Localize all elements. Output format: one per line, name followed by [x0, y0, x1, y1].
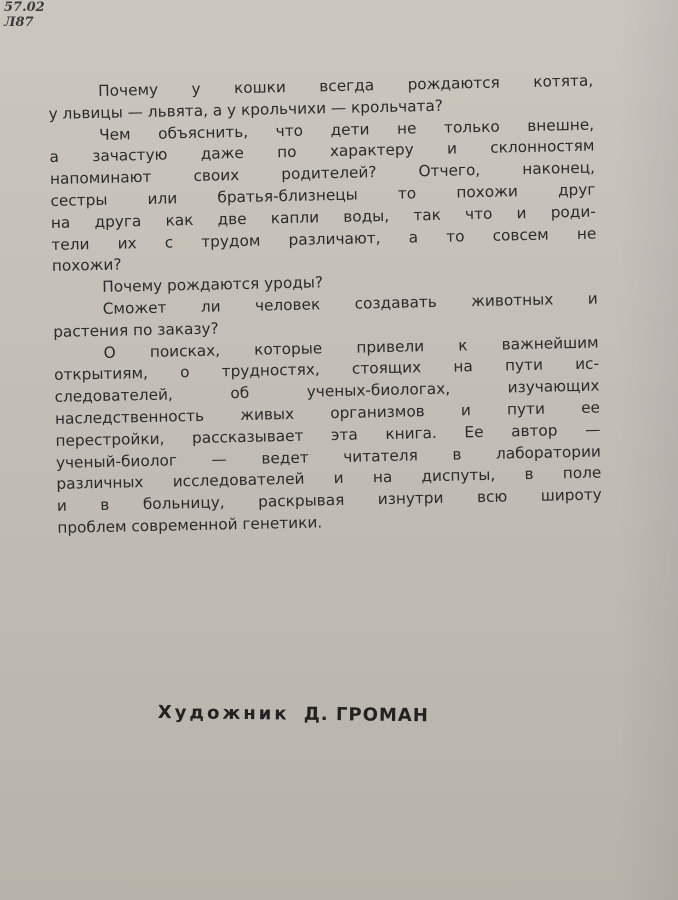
annotation-line: а зачастую даже по характеру и склонностям [49, 136, 595, 167]
annotation-line: О поисках, которые привели к важнейшим [103, 333, 599, 362]
annotation-line: тели их с трудом различают, а то совсем не [51, 224, 597, 254]
annotation-line: перестройки, рассказывает эта книга. Ее автор — [55, 420, 601, 450]
annotation-line: ученый-биолог — ведет читателя в лаборатории [55, 442, 602, 472]
artist-name: Д. ГРОМАН [303, 703, 429, 727]
annotation-line: Почему у кошки всегда рождаются котята, [98, 71, 594, 100]
annotation-line: и в больницу, раскрывая изнутри всю широту [56, 485, 602, 516]
annotation-text [48, 71, 602, 540]
artist-credit [158, 702, 429, 726]
annotation-line: сестры или братья-близнецы то похожи друг [50, 180, 596, 210]
annotation-line: проблем современной генетики. [57, 513, 323, 537]
annotation-line: открытиям, о трудностях, стоящих на пути ис- [53, 354, 600, 385]
annotation-line: следователей, об ученых-биологах, изучающих [54, 376, 600, 407]
annotation-line: у львицы — львята, а у крольчихи — крольчата? [48, 96, 444, 123]
page-edge-shadow [618, 0, 678, 900]
annotation-line: Почему рождаются уроды? [102, 273, 324, 297]
author-mark-code: Л87 [4, 15, 34, 30]
classification-code: 57.02 [4, 0, 45, 15]
annotation-line: на друга как две капли воды, так что и роди- [50, 202, 597, 232]
artist-role: Художник [157, 702, 290, 725]
annotation-line: растения по заказу? [53, 319, 219, 341]
annotation-line: Чем объяснить, что дети не только внешне, [98, 115, 595, 144]
annotation-line: похожи? [51, 255, 122, 276]
annotation-line: различных исследователей и на диспуты, в поле [56, 463, 602, 494]
annotation-line: Сможет ли человек создавать животных и [102, 289, 598, 318]
annotation-line: напоминают своих родителей? Отчего, наконец, [49, 158, 596, 189]
annotation-line: наследственность живых организмов и пути ее [54, 398, 601, 428]
